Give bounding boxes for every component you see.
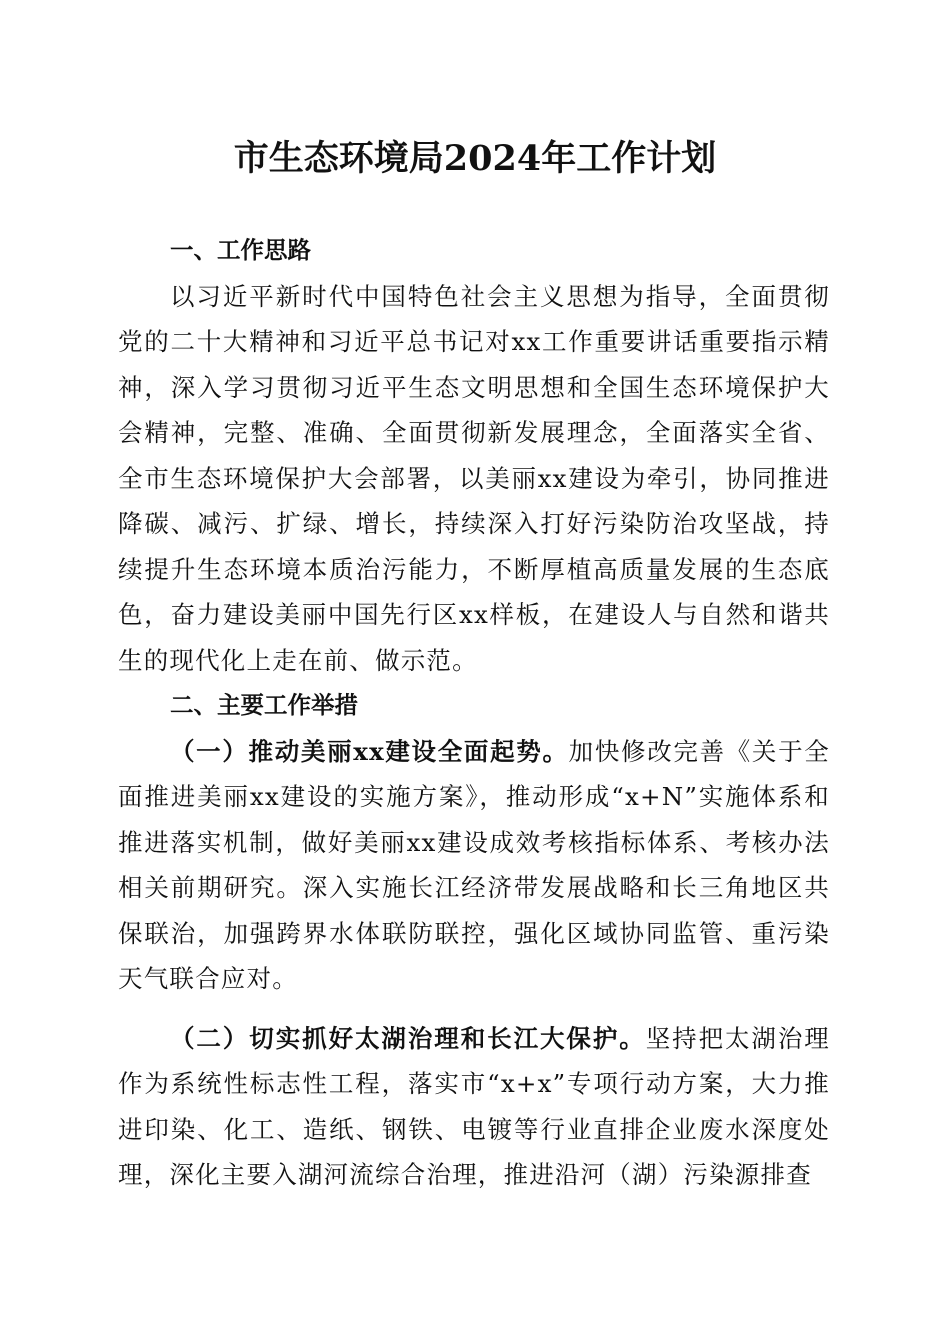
document-title: 市生态环境局2024年工作计划 — [233, 138, 717, 179]
paragraph-measure-1 — [118, 729, 830, 1002]
document-body — [118, 228, 830, 1198]
measure-1-text: 加快修改完善《关于全面推进美丽xx建设的实施方案》，推动形成“x+N”实施体系和推进落实机制，做好美丽xx建设成效考核指标体系、考核办法相关前期研究。深入实施长江经济带发展战略和长三角地区共保联治，加强跨界水体联防联控，强化区域协同监管、重污染天气联合应对。 — [118, 736, 830, 993]
paragraph-measure-2 — [118, 1016, 830, 1198]
measure-1-lead: （一）推动美丽xx建设全面起势。 — [170, 736, 569, 766]
measure-2-lead: （二）切实抓好太湖治理和长江大保护。 — [170, 1023, 646, 1053]
measure-2-text: 坚持把太湖治理作为系统性标志性工程，落实市“x+x”专项行动方案，大力推进印染、化工、造纸、钢铁、电镀等行业直排企业废水深度处理，深化主要入湖河流综合治理，推进沿河（湖）污染源排查 — [118, 1023, 830, 1189]
section-heading-work-ideas: 一、工作思路 — [170, 236, 311, 264]
section-heading-main-measures: 二、主要工作举措 — [170, 691, 358, 719]
paragraph-work-ideas: 以习近平新时代中国特色社会主义思想为指导，全面贯彻党的二十大精神和习近平总书记对xx工作重要讲话重要指示精神，深入学习贯彻习近平生态文明思想和全国生态环境保护大会精神，完整、准确、全面贯彻新发展理念，全面落实全省、全市生态环境保护大会部署，以美丽xx建设为牵引，协同推进降碳、减污、扩绿、增长，持续深入打好污染防治攻坚战，持续提升生态环境本质治污能力，不断厚植高质量发展的生态底色，奋力建设美丽中国先行区xx样板，在建设人与自然和谐共生的现代化上走在前、做示范。 — [118, 281, 830, 675]
